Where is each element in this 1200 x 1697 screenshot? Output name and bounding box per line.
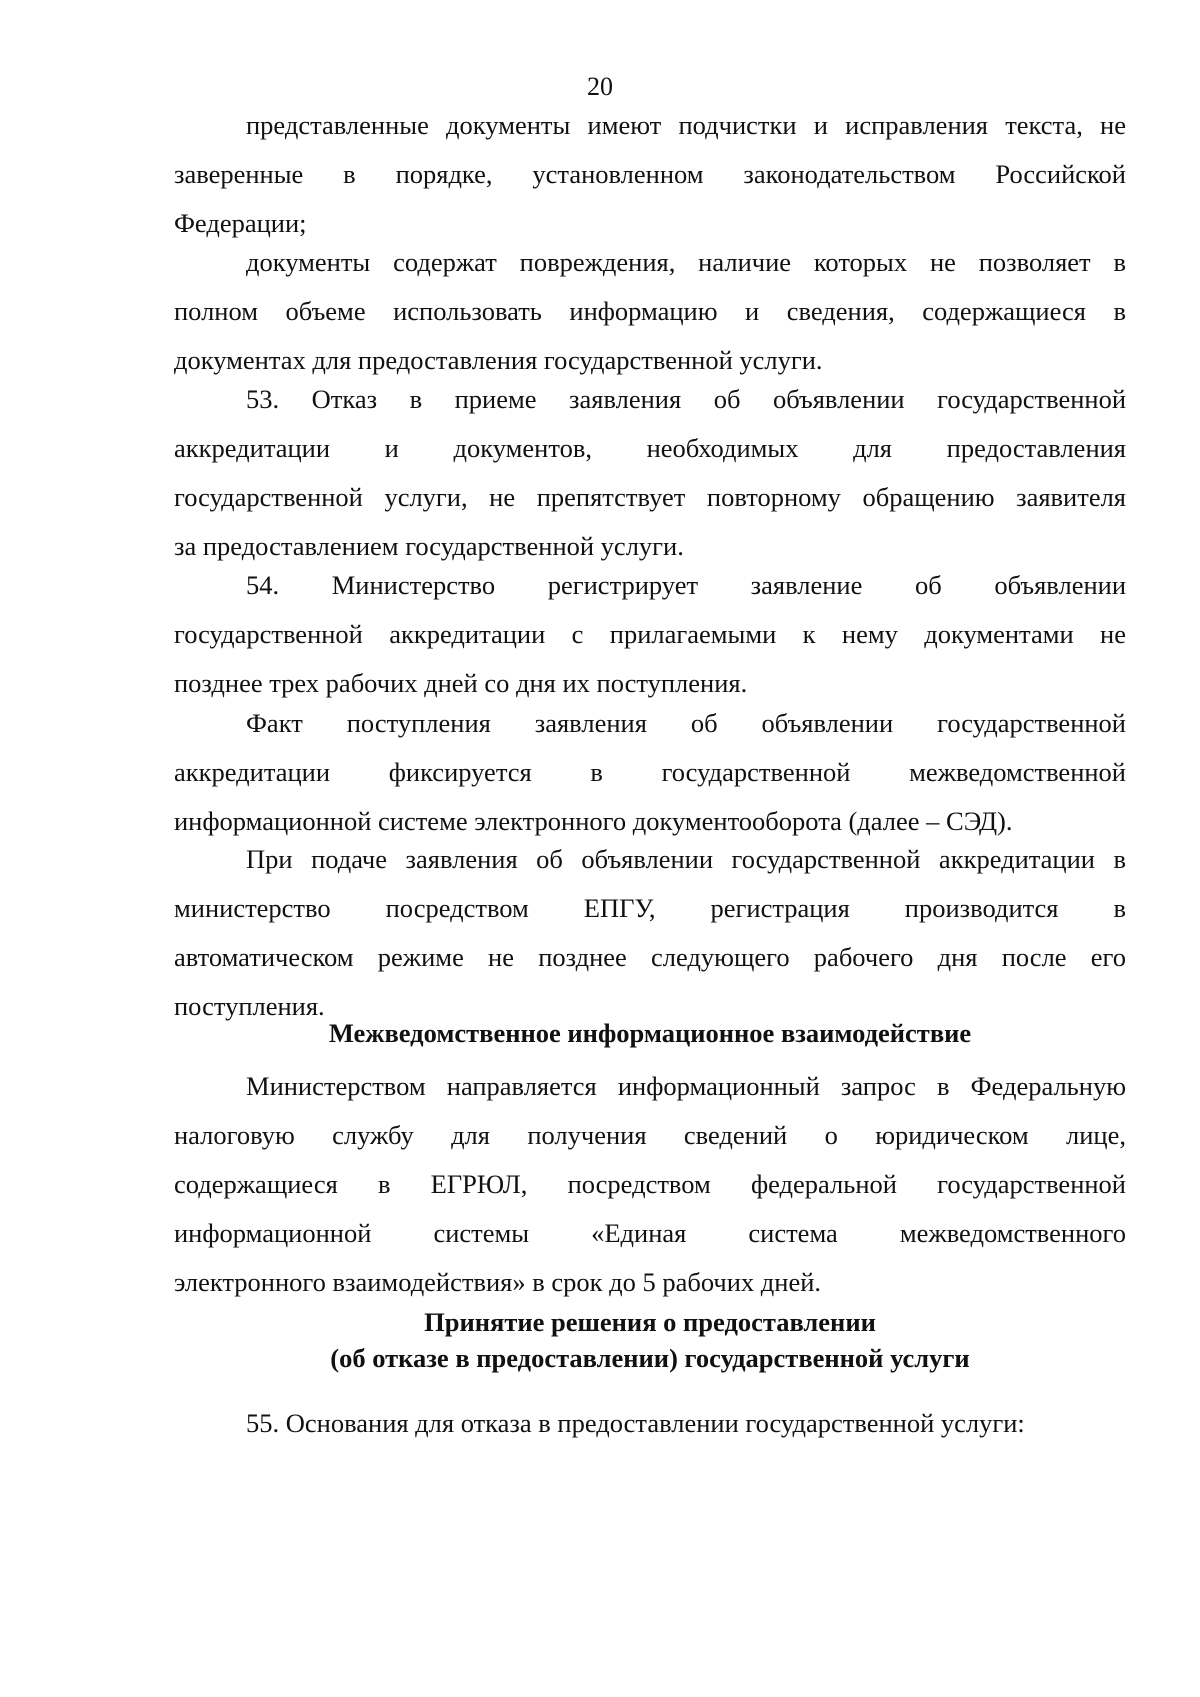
paragraph-damaged-documents <box>174 238 1126 385</box>
text-line: электронного взаимодействия» в срок до 5 рабочих дней. <box>174 1267 822 1297</box>
text-line: аккредитации фиксируется в государственной межведомственной <box>174 757 1126 787</box>
text-line: аккредитации и документов, необходимых для предоставления <box>174 433 1126 463</box>
text-line: полном объеме использовать информацию и сведения, содержащиеся в <box>174 296 1126 326</box>
text-line: Федерации; <box>174 208 307 238</box>
text-line: представленные документы имеют подчистки и исправления текста, не <box>246 110 1126 140</box>
text-line: содержащиеся в ЕГРЮЛ, посредством федеральной государственной <box>174 1169 1126 1199</box>
text-line: автоматическом режиме не позднее следующего рабочего дня после его <box>174 942 1126 972</box>
text-line: поступления. <box>174 991 325 1021</box>
text-line: 54. Министерство регистрирует заявление об объявлении <box>246 570 1126 600</box>
section-heading-interagency <box>174 1015 1126 1051</box>
text-line: заверенные в порядке, установленном законодательством Российской <box>174 159 1126 189</box>
page-number: 20 <box>587 72 613 101</box>
text-line: При подаче заявления об объявлении государственной аккредитации в <box>246 844 1126 874</box>
text-line: за предоставлением государственной услуги. <box>174 531 684 561</box>
paragraph-epgu-submission <box>174 835 1126 1031</box>
section-heading-decision <box>174 1304 1126 1376</box>
text-line: документах для предоставления государственной услуги. <box>174 345 823 375</box>
text-line: налоговую службу для получения сведений о юридическом лице, <box>174 1120 1126 1150</box>
heading-line: Межведомственное информационное взаимодействие <box>328 1018 972 1048</box>
text-line: государственной услуги, не препятствует повторному обращению заявителя <box>174 482 1126 512</box>
text-line: Факт поступления заявления об объявлении государственной <box>246 708 1126 738</box>
heading-line: (об отказе в предоставлении) государственной услуги <box>330 1343 970 1373</box>
text-line: документы содержат повреждения, наличие которых не позволяет в <box>246 247 1126 277</box>
text-line: министерство посредством ЕПГУ, регистрация производится в <box>174 893 1126 923</box>
text-line: государственной аккредитации с прилагаемыми к нему документами не <box>174 619 1126 649</box>
paragraph-interagency-request <box>174 1062 1126 1307</box>
text-line: Министерством направляется информационный запрос в Федеральную <box>246 1071 1126 1101</box>
text-line: информационной системе электронного документооборота (далее – СЭД). <box>174 806 1013 836</box>
paragraph-corrections <box>174 101 1126 248</box>
text-line: 55. Основания для отказа в предоставлении государственной услуги: <box>246 1408 1025 1438</box>
heading-line: Принятие решения о предоставлении <box>424 1307 876 1337</box>
paragraph-55 <box>174 1399 1126 1448</box>
text-line: позднее трех рабочих дней со дня их поступления. <box>174 668 748 698</box>
paragraph-54 <box>174 561 1126 708</box>
text-line: информационной системы «Единая система межведомственного <box>174 1218 1126 1248</box>
text-line: 53. Отказ в приеме заявления об объявлении государственной <box>246 384 1126 414</box>
paragraph-53 <box>174 375 1126 571</box>
paragraph-registration-fact <box>174 699 1126 846</box>
